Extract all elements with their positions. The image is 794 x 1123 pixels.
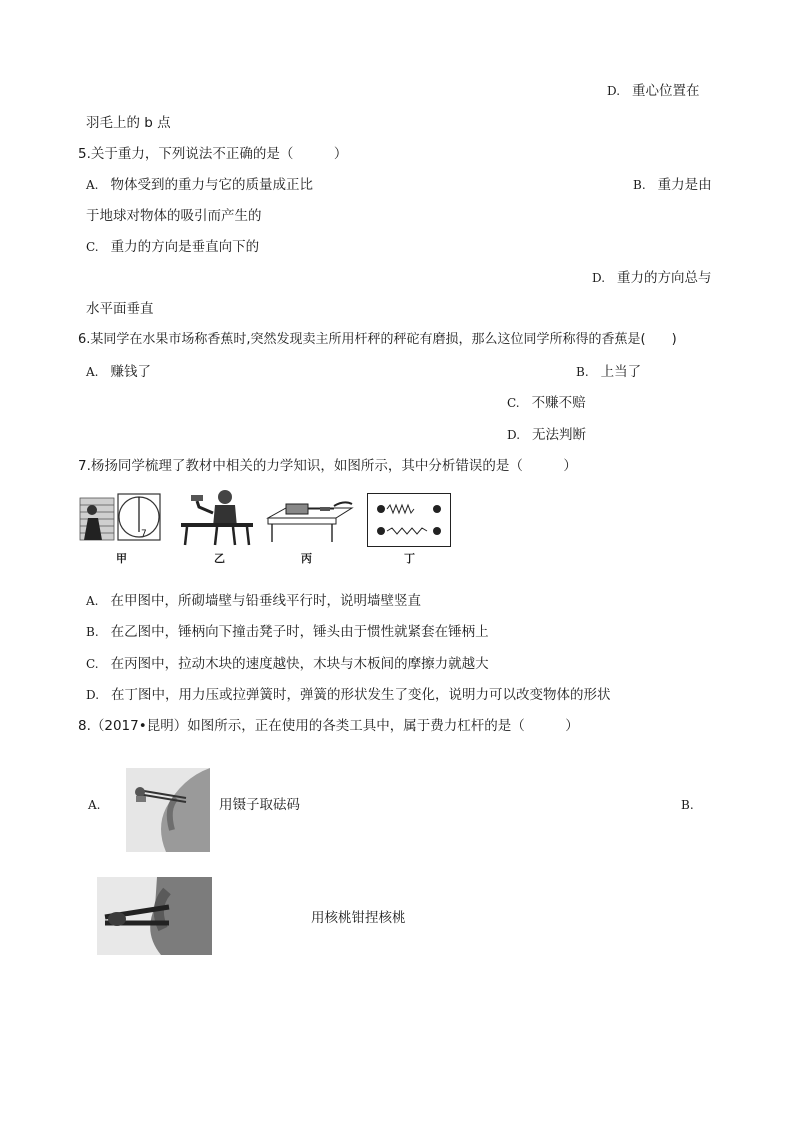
option-text: 重心位置在 bbox=[632, 83, 700, 99]
question-7-stem: 7.杨扬同学梳理了教材中相关的力学知识，如图所示，其中分析错误的是（ ） bbox=[78, 458, 577, 474]
q5-option-b bbox=[633, 176, 712, 194]
option-label: A. bbox=[86, 594, 99, 608]
figure-yi-hammer-stool bbox=[177, 487, 257, 547]
q5-option-d bbox=[592, 269, 712, 287]
q8-option-b-label: B. bbox=[681, 798, 694, 812]
q7-option-b bbox=[86, 623, 489, 641]
question-6-stem: 6.某同学在水果市场称香蕉时,突然发现卖主所用杆秤的秤砣有磨损，那么这位同学所称得的香蕉是( ) bbox=[78, 332, 677, 347]
figure-jia-wall-plumb-line bbox=[78, 492, 164, 544]
option-label: A. bbox=[86, 365, 99, 379]
option-label: D. bbox=[507, 428, 521, 442]
q6-option-b bbox=[576, 363, 641, 381]
option-text: 不赚不赔 bbox=[531, 395, 586, 411]
prev-option-d-continued: 羽毛上的 b 点 bbox=[86, 115, 171, 131]
figure-label-yi: 乙 bbox=[214, 552, 225, 565]
q5-option-d-continued: 水平面垂直 bbox=[86, 301, 154, 317]
option-text: 重力是由 bbox=[657, 177, 712, 193]
option-label: C. bbox=[86, 240, 99, 254]
option-text: 在丁图中，用力压或拉弹簧时，弹簧的形状发生了变化，说明力可以改变物体的形状 bbox=[111, 687, 611, 703]
option-label: C. bbox=[86, 657, 99, 671]
q7-option-c bbox=[86, 655, 489, 673]
q7-option-a bbox=[86, 592, 421, 610]
question-5-stem: 5.关于重力，下列说法不正确的是（ ） bbox=[78, 146, 348, 162]
option-label: C. bbox=[507, 396, 520, 410]
svg-text:7: 7 bbox=[141, 529, 147, 539]
q8-option-a-label: A. bbox=[88, 798, 101, 812]
figure-label-ding: 丁 bbox=[404, 552, 415, 565]
q6-option-c bbox=[507, 394, 586, 412]
q5-option-a bbox=[86, 176, 313, 194]
option-text: 重力的方向是垂直向下的 bbox=[110, 239, 260, 255]
q8-option-a-text: 用镊子取砝码 bbox=[219, 797, 300, 813]
option-text: 重力的方向总与 bbox=[617, 270, 712, 286]
option-text: 上当了 bbox=[600, 364, 642, 380]
option-text: 在乙图中，锤柄向下撞击凳子时，锤头由于惯性就紧套在锤柄上 bbox=[110, 624, 489, 640]
option-label: B. bbox=[86, 625, 99, 639]
option-text: 赚钱了 bbox=[110, 364, 151, 380]
option-text: 物体受到的重力与它的质量成正比 bbox=[110, 177, 313, 193]
option-label: D. bbox=[592, 271, 606, 285]
q7-option-d bbox=[86, 686, 611, 704]
q8-option-b-text: 用核桃钳捏核桃 bbox=[311, 910, 406, 926]
option-text: 无法判断 bbox=[532, 427, 587, 443]
figure-ding-springs bbox=[367, 493, 451, 547]
option-text: 在丙图中，拉动木块的速度越快，木块与木板间的摩擦力就越大 bbox=[110, 656, 489, 672]
q5-option-b-continued: 于地球对物体的吸引而产生的 bbox=[86, 208, 262, 224]
q5-option-c bbox=[86, 238, 259, 256]
option-label: A. bbox=[86, 178, 99, 192]
figure-label-jia: 甲 bbox=[116, 552, 127, 565]
q6-option-a bbox=[86, 363, 151, 381]
option-text: 在甲图中，所砌墙壁与铅垂线平行时，说明墙壁竖直 bbox=[110, 593, 421, 609]
nutcracker-photo bbox=[97, 877, 212, 955]
q6-option-d bbox=[507, 426, 586, 444]
option-label: B. bbox=[576, 365, 589, 379]
figure-label-bing: 丙 bbox=[301, 552, 312, 565]
figure-bing-friction-block bbox=[264, 494, 356, 544]
option-label: D. bbox=[86, 688, 100, 702]
option-label: B. bbox=[633, 178, 646, 192]
question-8-stem: 8.（2017•昆明）如图所示，正在使用的各类工具中，属于费力杠杆的是（ ） bbox=[78, 718, 579, 734]
option-label: D. bbox=[607, 84, 621, 98]
prev-option-d bbox=[607, 82, 700, 100]
tweezers-photo bbox=[126, 768, 210, 852]
